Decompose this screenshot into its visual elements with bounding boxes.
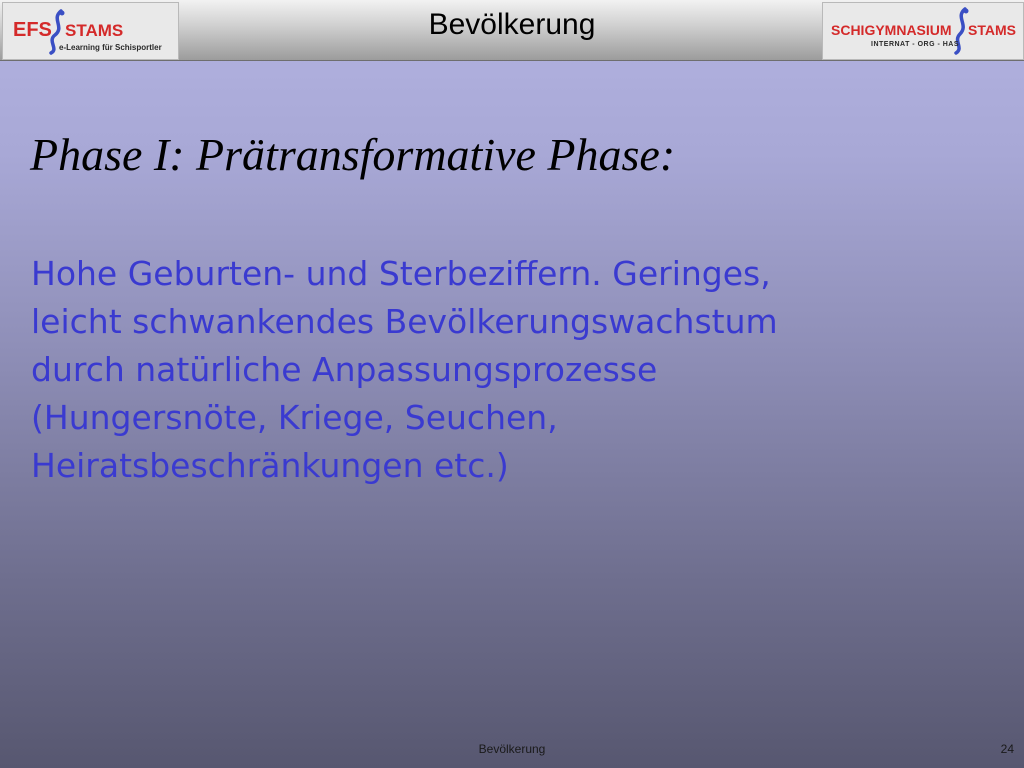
page-number: 24 — [1000, 742, 1014, 756]
header-title: Bevölkerung — [428, 8, 596, 41]
logo-stams-text: STAMS — [968, 22, 1016, 38]
body-line: (Hungersnöte, Kriege, Seuchen, — [31, 398, 558, 437]
body-line: Hohe Geburten- und Sterbeziffern. Geringes, — [31, 254, 771, 293]
body-line: leicht schwankendes Bevölkerungswachstum — [31, 302, 778, 341]
schigymnasium-logo — [822, 2, 1024, 60]
logo-tagline: INTERNAT - ORG - HAS — [871, 41, 960, 48]
logo-tagline: e-Learning für Schisportler — [59, 43, 162, 52]
body-line: durch natürliche Anpassungsprozesse — [31, 350, 658, 389]
slide-body — [31, 250, 971, 490]
body-line: Heiratsbeschränkungen etc.) — [31, 446, 509, 485]
logo-schigymnasium-text: SCHIGYMNASIUM — [831, 22, 952, 38]
logo-stams-text: STAMS — [65, 21, 124, 40]
footer-label: Bevölkerung — [478, 742, 546, 756]
slide-title: Phase I: Prätransformative Phase: — [30, 129, 676, 180]
logo-efs-text: EFS — [13, 19, 52, 41]
header-bar — [0, 0, 1024, 61]
